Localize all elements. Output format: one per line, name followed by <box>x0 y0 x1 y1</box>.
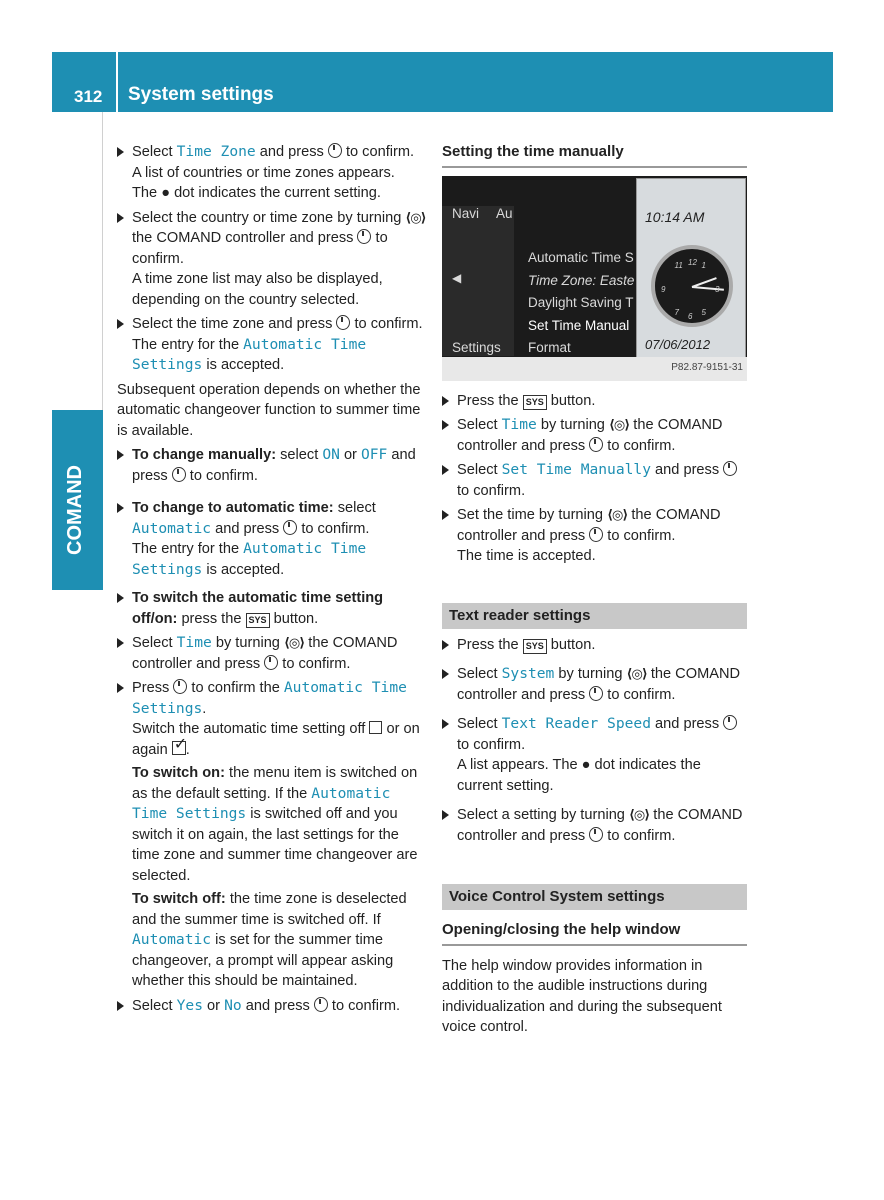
controller-turn-icon: ⟨◎⟩ <box>283 635 305 650</box>
right-column <box>442 142 747 1042</box>
list-item <box>117 498 427 580</box>
text: button. <box>269 610 319 627</box>
list-item <box>442 505 747 567</box>
arrow-icon <box>442 465 449 475</box>
list-item <box>442 664 747 705</box>
list-item <box>442 714 747 796</box>
text: Select <box>457 666 502 682</box>
menu-item-text: Automatic Time Settings <box>132 335 367 373</box>
arrow-icon <box>117 147 124 157</box>
bold-label: To change to automatic time: <box>132 500 334 516</box>
text: Select <box>457 417 502 433</box>
text: and press <box>241 997 314 1014</box>
left-arrow-icon: ◀ <box>452 270 462 285</box>
text: or <box>202 997 225 1014</box>
text: to confirm the <box>187 680 284 696</box>
text: . <box>202 700 207 717</box>
bold-label: To switch the automatic time setting off/on: <box>132 590 384 627</box>
text: by turning <box>554 666 627 682</box>
arrow-icon <box>442 669 449 679</box>
clock-number: 6 <box>688 311 693 321</box>
text: to confirm. <box>350 316 423 332</box>
menu-item-text: Set Time Manually <box>501 461 651 478</box>
text: A list appears. The ● dot indicates the current setting. <box>457 757 701 794</box>
press-knob-icon <box>314 997 328 1012</box>
text: The ● dot indicates the current setting. <box>132 185 381 201</box>
time-display: 10:14 AM <box>645 208 705 225</box>
arrow-icon <box>442 640 449 650</box>
bold-label: To switch off: <box>132 891 226 907</box>
press-knob-icon <box>589 827 603 842</box>
press-knob-icon <box>723 461 737 476</box>
list-item <box>442 391 747 412</box>
sys-button-icon: SYS <box>523 395 547 410</box>
controller-turn-icon: ⟨◎⟩ <box>626 666 647 681</box>
screen-tab-audio: Au <box>496 205 513 221</box>
text: the time zone is deselected and the summer time is switched off. If <box>132 891 407 928</box>
page-number: 312 <box>74 87 103 106</box>
paragraph <box>132 889 427 992</box>
screen-menu-item-selected: Set Time Manual <box>528 317 630 333</box>
text: Press <box>132 680 174 696</box>
text: to confirm. <box>603 527 676 544</box>
clock-panel <box>636 178 746 358</box>
text: and press <box>132 447 416 484</box>
list-item <box>117 633 427 674</box>
text: The entry for the <box>132 541 244 557</box>
text: Select a setting by turning <box>457 807 629 823</box>
controller-turn-icon: ⟨◎⟩ <box>607 507 628 522</box>
text: select <box>276 447 323 463</box>
text: to confirm. <box>185 467 258 484</box>
menu-item-text: Automatic Time Settings <box>132 679 407 717</box>
arrow-icon <box>442 719 449 729</box>
clock-number: 5 <box>701 307 706 317</box>
press-knob-icon <box>336 315 350 330</box>
text: Select <box>132 144 177 160</box>
list-item <box>117 588 427 629</box>
menu-item-text: No <box>224 996 242 1014</box>
text: to confirm. <box>132 230 388 267</box>
text: by turning <box>211 635 284 651</box>
menu-item-text: Time Zone <box>176 143 256 160</box>
list-item <box>117 314 427 376</box>
list-item <box>117 678 427 992</box>
text: and press <box>651 462 724 478</box>
menu-item-text: Automatic Time Settings <box>132 540 367 578</box>
section-heading: Voice Control System settings <box>442 884 747 910</box>
text: and press <box>211 520 284 537</box>
menu-item-text: Text Reader Speed <box>501 715 651 732</box>
text: A time zone list may also be displayed, depending on the country selected. <box>132 271 383 308</box>
arrow-icon <box>117 503 124 513</box>
text: to confirm. <box>603 437 676 454</box>
divider <box>102 112 103 412</box>
text: Set the time by turning <box>457 507 608 523</box>
text: is accepted. <box>202 357 285 373</box>
arrow-icon <box>117 593 124 603</box>
text: the COMAND controller and press <box>132 230 358 246</box>
arrow-icon <box>442 810 449 820</box>
screen-menu-item: Format <box>528 339 571 355</box>
list-item <box>117 142 427 204</box>
list-item <box>442 415 747 456</box>
press-knob-icon <box>589 686 603 701</box>
text: to confirm. <box>278 655 351 672</box>
text: Press the <box>457 636 523 653</box>
page-number-block <box>52 52 116 112</box>
arrow-icon <box>442 510 449 520</box>
press-knob-icon <box>328 143 342 158</box>
text: to confirm. <box>457 482 526 499</box>
paragraph: Subsequent operation depends on whether the automatic changeover function to summer time is available. <box>117 381 421 439</box>
clock-number: 3 <box>715 284 720 294</box>
text: button. <box>546 392 596 409</box>
arrow-icon <box>117 638 124 648</box>
screen-menu-item: Daylight Saving T <box>528 294 634 310</box>
menu-item-text: Time <box>501 416 537 433</box>
text: to confirm. <box>457 736 526 753</box>
menu-item-text: Time <box>176 634 212 651</box>
text: button. <box>546 636 596 653</box>
text: Select <box>132 635 177 651</box>
date-display: 07/06/2012 <box>645 336 711 352</box>
left-column <box>117 142 427 1020</box>
section-heading: Text reader settings <box>442 603 747 629</box>
menu-item-text: ON <box>322 446 340 463</box>
list-item <box>442 635 747 656</box>
text: Switch the automatic time setting off <box>132 721 370 737</box>
text: to confirm. <box>603 827 676 844</box>
press-knob-icon <box>172 467 186 482</box>
section-heading: Opening/closing the help window <box>442 920 747 946</box>
text: press the <box>177 610 246 627</box>
text: to confirm. <box>327 997 401 1014</box>
text: Select the country or time zone by turning <box>132 209 406 226</box>
press-knob-icon <box>283 520 297 535</box>
checkbox-unchecked-icon <box>369 721 382 734</box>
menu-item-text: Yes <box>176 996 203 1014</box>
controller-turn-icon: ⟨◎⟩ <box>628 807 650 822</box>
text: Select <box>132 997 177 1014</box>
analog-clock-icon <box>651 245 733 327</box>
text: to confirm. <box>603 686 676 703</box>
page-title: System settings <box>128 84 274 105</box>
bold-label: To change manually: <box>132 447 277 463</box>
text: the COMAND controller and press <box>457 507 721 544</box>
sys-button-icon: SYS <box>523 639 547 654</box>
text: . <box>185 741 190 758</box>
section-heading: Setting the time manually <box>442 142 747 168</box>
text: to confirm. <box>341 144 415 160</box>
header-bar <box>118 52 833 112</box>
list-item <box>442 805 747 846</box>
text: The time is accepted. <box>457 548 596 564</box>
press-knob-icon <box>264 655 278 670</box>
arrow-icon <box>117 319 124 329</box>
arrow-icon <box>117 450 124 460</box>
arrow-icon <box>117 1001 124 1011</box>
text: A list of countries or time zones appears. <box>132 164 395 181</box>
text: the COMAND controller and press <box>132 635 398 672</box>
arrow-icon <box>117 683 124 693</box>
arrow-icon <box>442 420 449 430</box>
text: or <box>339 447 361 463</box>
text: to confirm. <box>297 520 370 537</box>
list-item <box>442 460 747 501</box>
text: Press the <box>457 392 523 409</box>
screen-figure <box>442 176 747 381</box>
controller-turn-icon: ⟨◎⟩ <box>405 209 426 225</box>
menu-item-text: System <box>501 665 555 682</box>
press-knob-icon <box>357 229 371 244</box>
text: and press <box>651 716 724 732</box>
side-tab <box>52 410 103 590</box>
screen-tab-navi: Navi <box>452 205 480 221</box>
text: is set for the summer time changeover, a prompt will appear asking whether this should be maintained. <box>132 932 394 989</box>
screen-menu-item: Automatic Time S <box>528 249 634 265</box>
text: the menu item is switched on as the default setting. If the <box>132 765 418 802</box>
text: is switched off and you switch it on again, the last settings for the time zone and summer time changeover are selected. <box>132 806 418 884</box>
paragraph <box>132 763 427 886</box>
side-tab-label: COMAND <box>64 465 86 555</box>
paragraph: The help window provides information in addition to the audible instructions during individualization and during the subsequent voice control. <box>442 957 722 1035</box>
menu-item-text: Automatic <box>132 931 212 948</box>
screen-menu-item: Time Zone: Easte <box>528 272 635 288</box>
clock-number: 12 <box>688 257 697 267</box>
text: the COMAND controller and press <box>457 807 743 844</box>
menu-item-text: Automatic <box>132 519 212 537</box>
arrow-icon <box>117 213 124 223</box>
screen-bottom-label: Settings <box>452 339 501 355</box>
text: is accepted. <box>202 561 285 578</box>
press-knob-icon <box>173 679 187 694</box>
press-knob-icon <box>589 527 603 542</box>
text: the COMAND controller and press <box>457 417 723 454</box>
press-knob-icon <box>723 715 737 730</box>
text: The entry for the <box>132 336 244 353</box>
clock-number: 1 <box>701 261 706 271</box>
text: or on again <box>132 721 420 758</box>
clock-number: 11 <box>674 261 683 271</box>
menu-item-text: Automatic Time Settings <box>132 784 391 822</box>
arrow-icon <box>442 396 449 406</box>
checkbox-checked-icon <box>172 741 186 755</box>
bold-label: To switch on: <box>132 765 225 781</box>
sys-button-icon: SYS <box>246 613 270 628</box>
press-knob-icon <box>589 437 603 452</box>
text: the COMAND controller and press <box>457 666 741 703</box>
clock-number: 9 <box>661 284 666 294</box>
text: and press <box>255 144 328 160</box>
text: Select the time zone and press <box>132 316 337 332</box>
controller-turn-icon: ⟨◎⟩ <box>608 417 630 432</box>
menu-item-text: OFF <box>360 446 388 463</box>
list-item <box>117 208 427 311</box>
figure-id: P82.87-9151-31 <box>671 358 743 379</box>
text: select <box>333 500 376 516</box>
list-item <box>117 445 427 486</box>
text: Select <box>457 716 502 732</box>
text: Select <box>457 462 502 478</box>
clock-number: 7 <box>674 307 679 317</box>
list-item <box>117 996 427 1017</box>
text: by turning <box>536 417 609 433</box>
